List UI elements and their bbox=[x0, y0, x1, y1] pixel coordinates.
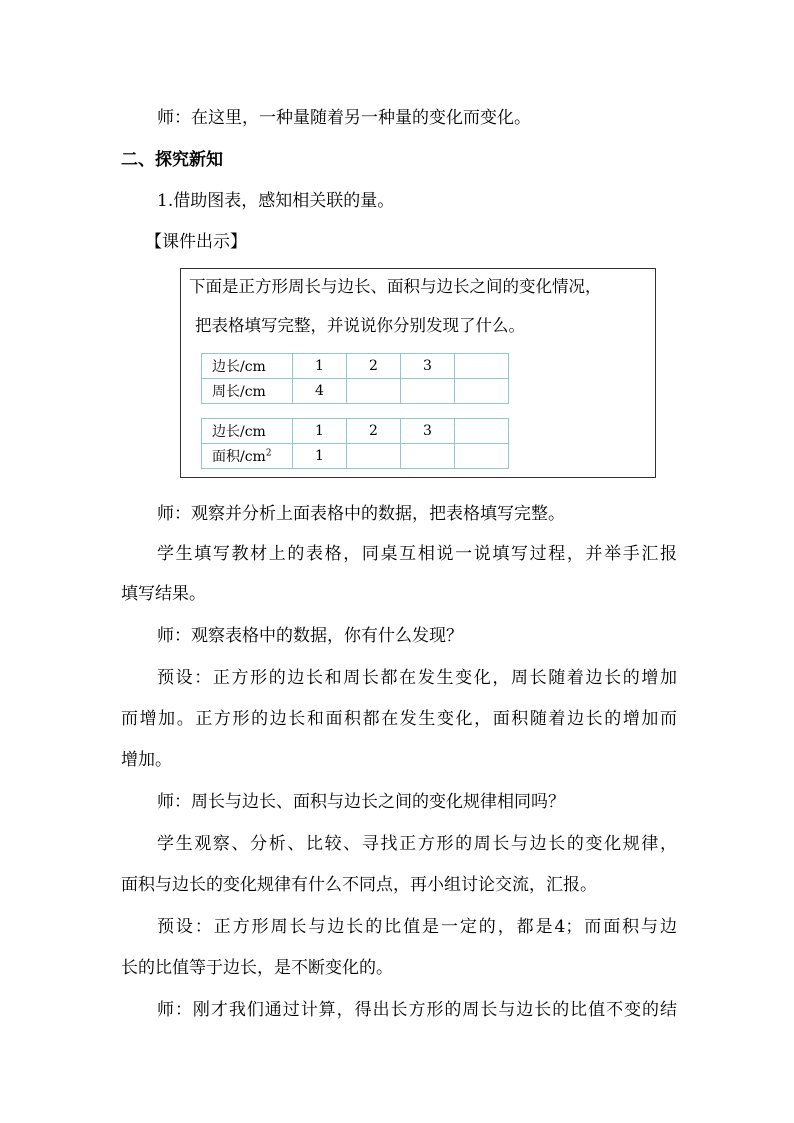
box-text-line: 把表格填写完整，并说说你分别发现了什么。 bbox=[195, 316, 525, 335]
paragraph: 学生填写教材上的表格，同桌互相说一说填写过程，并举手汇报 bbox=[157, 544, 677, 564]
table-cell: 2 bbox=[347, 354, 401, 379]
paragraph: 预设：正方形的边长和周长都在发生变化，周长随着边长的增加 bbox=[157, 668, 677, 688]
paragraph: 师：观察并分析上面表格中的数据，把表格填写完整。 bbox=[157, 504, 565, 524]
table-cell: 3 bbox=[401, 419, 455, 444]
paragraph: 增加。 bbox=[121, 750, 172, 770]
table-row bbox=[202, 419, 509, 444]
paragraph: 师：周长与边长、面积与边长之间的变化规律相同吗？ bbox=[157, 792, 565, 812]
table-cell: 周长/cm bbox=[202, 379, 293, 404]
table-row bbox=[202, 379, 509, 404]
table-cell: 2 bbox=[347, 419, 401, 444]
table-row bbox=[202, 444, 509, 469]
paragraph: 预设：正方形周长与边长的比值是一定的，都是4；而面积与边 bbox=[157, 917, 677, 937]
paragraph: 1.借助图表，感知相关联的量。 bbox=[157, 191, 395, 211]
table-row bbox=[202, 354, 509, 379]
courseware-box bbox=[180, 268, 656, 478]
paragraph: 学生观察、分析、比较、寻找正方形的周长与边长的变化规律， bbox=[157, 834, 677, 854]
table-cell bbox=[202, 444, 293, 469]
box-text-line: 下面是正方形周长与边长、面积与边长之间的变化情况， bbox=[189, 277, 602, 296]
table-cell bbox=[401, 379, 455, 404]
table-cell bbox=[455, 354, 509, 379]
table-cell: 1 bbox=[293, 354, 347, 379]
paragraph: 面积与边长的变化规律有什么不同点，再小组讨论交流，汇报。 bbox=[121, 875, 597, 895]
table-cell bbox=[455, 444, 509, 469]
table-cell: 4 bbox=[293, 379, 347, 404]
table-cell: 边长/cm bbox=[202, 419, 293, 444]
area-table bbox=[201, 418, 509, 469]
cell-label: 面积/cm bbox=[212, 449, 266, 465]
perimeter-table bbox=[201, 353, 509, 404]
table-cell bbox=[455, 419, 509, 444]
paragraph: 填写结果。 bbox=[121, 584, 206, 604]
paragraph: 长的比值等于边长，是不断变化的。 bbox=[121, 958, 393, 978]
paragraph: 【课件出示】 bbox=[145, 232, 247, 252]
paragraph: 师：刚才我们通过计算，得出长方形的周长与边长的比值不变的结 bbox=[157, 1000, 677, 1020]
table-cell: 边长/cm bbox=[202, 354, 293, 379]
table-cell: 3 bbox=[401, 354, 455, 379]
superscript: 2 bbox=[265, 448, 272, 459]
table-cell bbox=[401, 444, 455, 469]
table-cell bbox=[455, 379, 509, 404]
table-cell: 1 bbox=[293, 444, 347, 469]
section-heading: 二、探究新知 bbox=[121, 150, 223, 170]
paragraph: 师：在这里，一种量随着另一种量的变化而变化。 bbox=[157, 108, 531, 128]
table-cell: 1 bbox=[293, 419, 347, 444]
paragraph: 师：观察表格中的数据，你有什么发现？ bbox=[157, 626, 463, 646]
table-cell bbox=[347, 444, 401, 469]
table-cell bbox=[347, 379, 401, 404]
paragraph: 而增加。正方形的边长和面积都在发生变化，面积随着边长的增加而 bbox=[121, 709, 677, 729]
